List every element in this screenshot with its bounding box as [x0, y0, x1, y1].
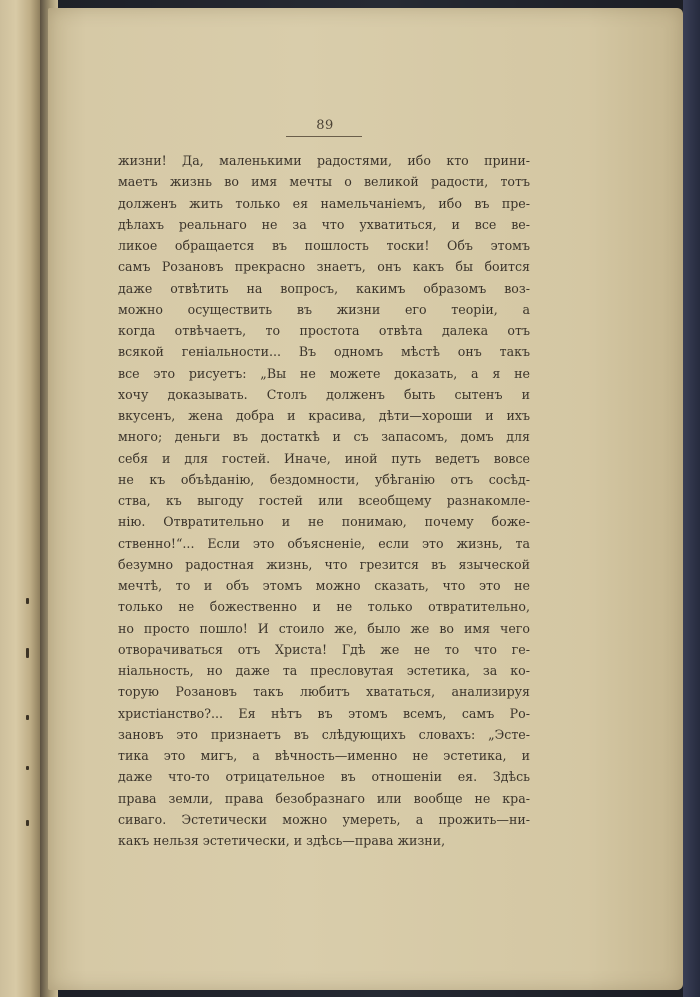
text-line: хочу доказывать. Столъ долженъ быть сытенъ и: [118, 386, 530, 402]
text-line: какъ нельзя эстетически, и здѣсь—права жизни,: [118, 833, 446, 848]
text-line: но просто пошло! И стоило же, было же во имя чего: [118, 620, 530, 636]
text-line: зановъ это признаетъ въ слѣдующихъ словахъ: „Эсте-: [118, 726, 530, 742]
text-line: ніальность, но даже та пресловутая эстетика, за ко-: [118, 663, 530, 678]
text-line: не къ объѣданію, бездомности, убѣганію отъ сосѣд-: [118, 471, 530, 487]
text-line: даже отвѣтить на вопросъ, какимъ образомъ воз-: [118, 280, 530, 296]
text-line: христіанство?... Ея нѣтъ въ этомъ всемъ, самъ Ро-: [118, 705, 530, 721]
margin-mark: [26, 766, 29, 770]
text-line: мечтѣ, то и объ этомъ можно сказать, что это не: [118, 578, 530, 593]
text-line: себя и для гостей. Иначе, иной путь ведетъ вовсе: [118, 450, 530, 466]
text-line: дѣлахъ реальнаго не за что ухватиться, и все ве-: [118, 216, 530, 232]
text-line: долженъ жить только ея намельчаніемъ, ибо въ пре-: [118, 195, 530, 211]
page-body-text: [118, 150, 530, 851]
margin-mark: [26, 715, 29, 720]
text-line: можно осуществить въ жизни его теоріи, а: [118, 301, 530, 317]
text-line: сиваго. Эстетически можно умереть, а прожить—ни-: [118, 811, 530, 827]
text-line: безумно радостная жизнь, что грезится въ языческой: [118, 556, 530, 572]
cover-edge: [683, 0, 700, 997]
text-line: ственно!“... Если это объясненіе, если это жизнь, та: [118, 535, 530, 551]
page-number: 89: [316, 118, 334, 133]
text-line: нію. Отвратительно и не понимаю, почему боже-: [118, 514, 530, 530]
text-line: когда отвѣчаетъ, то простота отвѣта далека отъ: [118, 323, 530, 338]
text-line: маетъ жизнь во имя мечты о великой радости, тотъ: [118, 174, 530, 190]
text-line: все это рисуетъ: „Вы не можете доказать, а я не: [118, 365, 530, 381]
page-number-rule: [286, 136, 362, 137]
margin-mark: [26, 648, 29, 658]
text-line: отворачиваться отъ Христа! Гдѣ же не то что ге-: [118, 641, 530, 657]
margin-mark: [26, 820, 29, 826]
left-page-edge: [0, 0, 40, 997]
text-line: жизни! Да, маленькими радостями, ибо кто прини-: [118, 153, 530, 168]
text-line: много; деньги въ достаткѣ и съ запасомъ, домъ для: [118, 429, 530, 445]
text-line: ства, къ выгоду гостей или всеобщему разнакомле-: [118, 493, 530, 508]
margin-mark: [26, 598, 29, 604]
text-line: самъ Розановъ прекрасно знаетъ, онъ какъ бы боится: [118, 259, 530, 275]
text-line: права земли, права безобразнаго или вообще не кра-: [118, 790, 530, 806]
text-line: даже что-то отрицательное въ отношеніи ея. Здѣсь: [118, 769, 530, 785]
text-line: только не божественно и не только отвратительно,: [118, 599, 530, 615]
text-line: ликое обращается въ пошлость тоски! Объ этомъ: [118, 238, 530, 253]
text-line: всякой геніальности... Въ одномъ мѣстѣ онъ такъ: [118, 344, 530, 360]
text-line: вкусенъ, жена добра и красива, дѣти—хороши и ихъ: [118, 408, 530, 423]
text-line: торую Розановъ такъ любитъ хвататься, анализируя: [118, 684, 530, 700]
text-line: тика это мигъ, а вѣчность—именно не эстетика, и: [118, 748, 530, 763]
